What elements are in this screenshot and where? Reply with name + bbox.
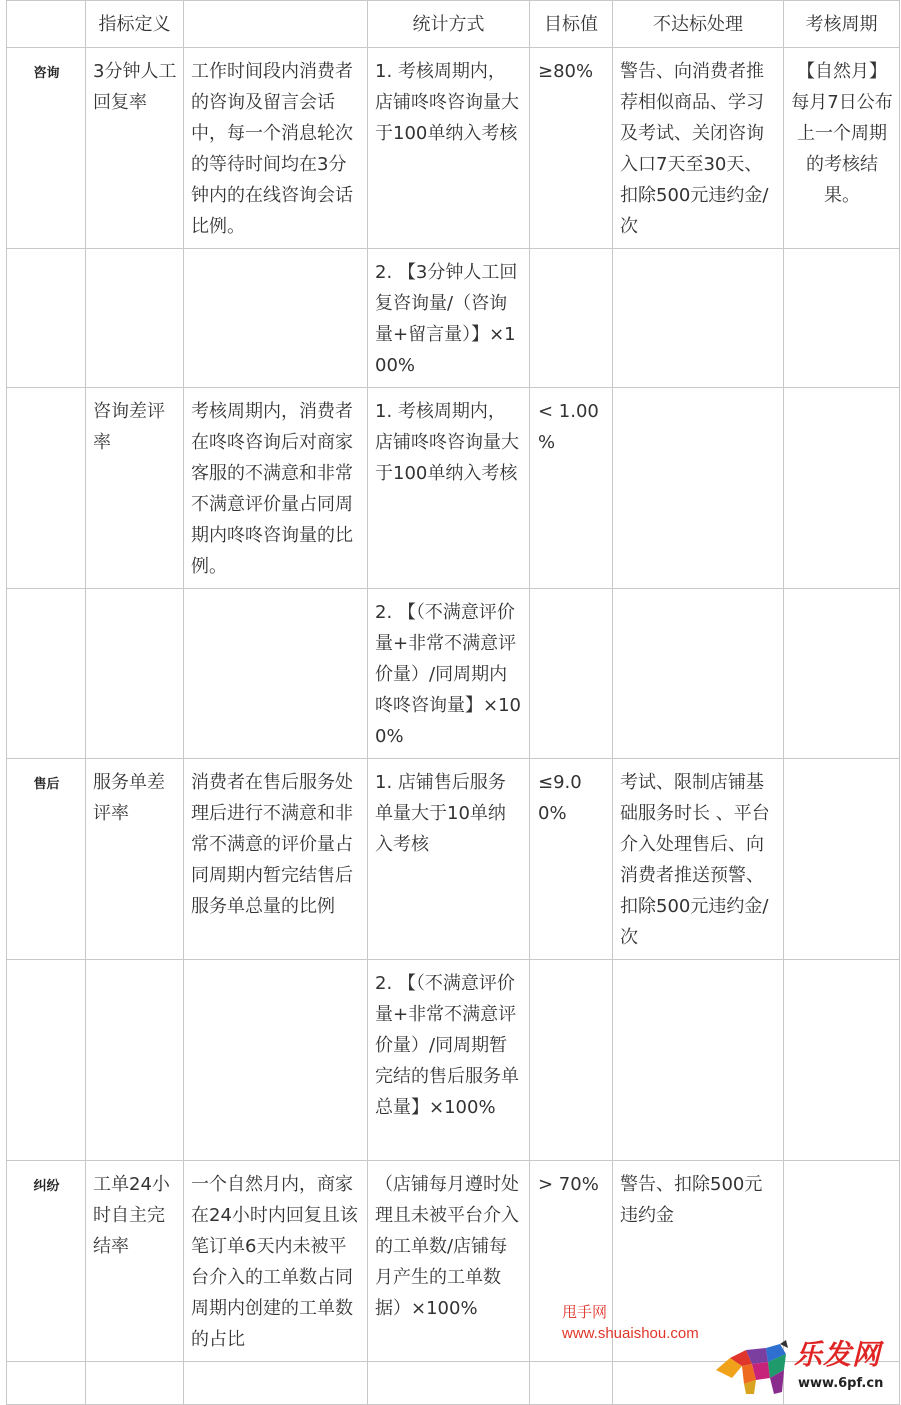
statistics-method [368,1362,530,1405]
statistics-method: 1. 考核周期内，店铺咚咚咨询量大于100单纳入考核 [368,48,530,249]
category-label: 售后 [7,759,86,960]
category-label [7,589,86,759]
penalty-handling [613,589,784,759]
table-row [7,960,900,1161]
indicator-definition [184,960,368,1161]
indicator-name: 3分钟人工回复率 [86,48,184,249]
indicator-name [86,960,184,1161]
indicator-definition [184,1362,368,1405]
category-label: 纠纷 [7,1161,86,1362]
header-indicator-definition: 指标定义 [86,1,184,48]
category-label [7,249,86,388]
indicator-definition [184,249,368,388]
statistics-method: （店铺每月遵时处理且未被平台介入的工单数/店铺每月产生的工单数据）×100% [368,1161,530,1362]
assessment-period [784,388,900,589]
statistics-method: 1. 考核周期内，店铺咚咚咨询量大于100单纳入考核 [368,388,530,589]
penalty-handling: 考试、限制店铺基础服务时长 、平台介入处理售后、向消费者推送预警、扣除500元违约金/次 [613,759,784,960]
penalty-handling [613,960,784,1161]
indicator-name [86,249,184,388]
target-value: < 1.00 % [530,388,613,589]
header-non-compliance-handling: 不达标处理 [613,1,784,48]
category-label [7,1362,86,1405]
target-value: ≤9.00% [530,759,613,960]
assessment-period [784,960,900,1161]
statistics-method: 2. 【（不满意评价量+非常不满意评价量）/同周期内咚咚咨询量】×100% [368,589,530,759]
table-row [7,759,900,960]
statistics-method: 1. 店铺售后服务单量大于10单纳入考核 [368,759,530,960]
target-value [530,1362,613,1405]
category-label [7,960,86,1161]
category-label [7,388,86,589]
target-value [530,249,613,388]
table-row [7,388,900,589]
category-label: 咨询 [7,48,86,249]
indicator-definition: 一个自然月内，商家在24小时内回复且该笔订单6天内未被平台介入的工单数占同周期内创建的工单数的占比 [184,1161,368,1362]
kpi-table [6,0,900,1405]
indicator-definition: 消费者在售后服务处理后进行不满意和非常不满意的评价量占同周期内暂完结售后服务单总量的比例 [184,759,368,960]
indicator-definition: 工作时间段内消费者的咨询及留言会话中，每一个消息轮次的等待时间均在3分钟内的在线咨询会话比例。 [184,48,368,249]
statistics-method: 2. 【（不满意评价量+非常不满意评价量）/同周期暂完结的售后服务单总量】×100% [368,960,530,1161]
penalty-handling: 警告、扣除500元违约金 [613,1161,784,1362]
assessment-period [784,249,900,388]
assessment-period: 【自然月】每月7日公布上一个周期的考核结果。 [784,48,900,249]
table-header-row [7,1,900,48]
indicator-name: 工单24小时自主完结率 [86,1161,184,1362]
target-value: > 70% [530,1161,613,1362]
shuaishou-watermark-url: www.shuaishou.com [562,1325,699,1342]
target-value: ≥80% [530,48,613,249]
sixpf-brand-name: 乐发网 [794,1338,882,1371]
header-target-value: 目标值 [530,1,613,48]
sixpf-brand-url: www.6pf.cn [798,1376,884,1391]
indicator-definition: 考核周期内，消费者在咚咚咨询后对商家客服的不满意和非常不满意评价量占同周期内咚咚咨询量的比例。 [184,388,368,589]
table-row [7,48,900,249]
penalty-handling [613,1362,784,1405]
penalty-handling: 警告、向消费者推荐相似商品、学习及考试、关闭咨询入口7天至30天、扣除500元违约金/次 [613,48,784,249]
target-value [530,960,613,1161]
penalty-handling [613,249,784,388]
table-row [7,589,900,759]
indicator-name [86,589,184,759]
assessment-period [784,1161,900,1362]
indicator-name: 咨询差评率 [86,388,184,589]
indicator-name: 服务单差评率 [86,759,184,960]
indicator-definition [184,589,368,759]
header-category [7,1,86,48]
header-assessment-period: 考核周期 [784,1,900,48]
table-row [7,1362,900,1405]
penalty-handling [613,388,784,589]
statistics-method: 2. 【3分钟人工回复咨询量/（咨询量+留言量）】×100% [368,249,530,388]
header-statistics-method: 统计方式 [368,1,530,48]
assessment-period [784,759,900,960]
table-row [7,1161,900,1362]
table-row [7,249,900,388]
shuaishou-watermark-name: 甩手网 [562,1304,608,1321]
assessment-period [784,1362,900,1405]
header-description [184,1,368,48]
target-value [530,589,613,759]
assessment-period [784,589,900,759]
indicator-name [86,1362,184,1405]
